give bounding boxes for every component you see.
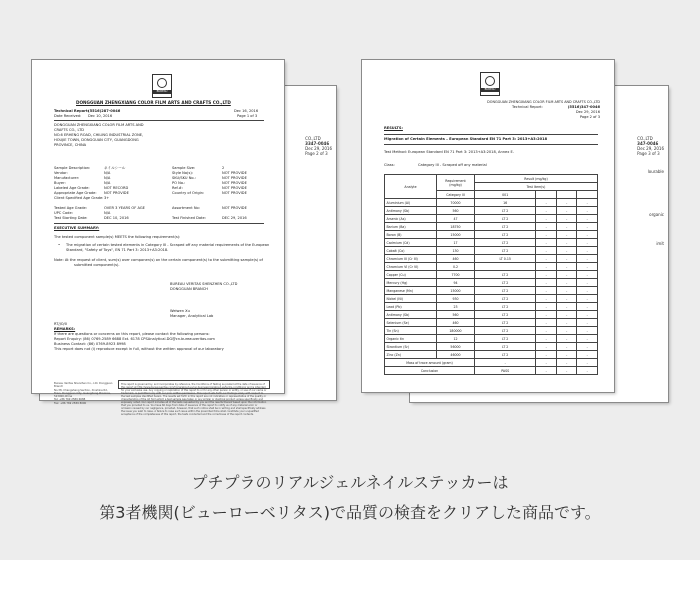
header-col-blank [577, 191, 598, 199]
requirement-cell: 15000 [437, 231, 475, 239]
table-cell: - [536, 247, 557, 255]
class-value: Category III - Scraped off any material [418, 163, 487, 167]
table-row [385, 319, 598, 327]
table-row [385, 263, 598, 271]
field-value: N/A [104, 171, 111, 175]
executive-summary-item: Standard, "Safety of Toys", EN 71 Part 3: 2013+A3:2018. [66, 248, 169, 252]
table-cell: - [556, 247, 577, 255]
table-cell: - [577, 367, 598, 375]
class-label: Class: [384, 163, 395, 167]
table-row [385, 271, 598, 279]
result-cell: LT 2 [475, 295, 536, 303]
table-cell: - [577, 215, 598, 223]
table-cell: - [556, 351, 577, 359]
received-date: Dec 10, 2016 [88, 114, 113, 118]
field-key: Appropriate Age Grade: [54, 191, 97, 195]
analyte-cell: Antimony (Sb) [385, 207, 437, 215]
analyte-cell: Nickel (Ni) [385, 295, 437, 303]
result-cell: LT 2 [475, 335, 536, 343]
table-cell: - [536, 231, 557, 239]
company-title: DONGGUAN ZHENGXIANG COLOR FILM ARTS AND CRAFTS CO.,LTD [76, 100, 231, 105]
table-cell: - [577, 271, 598, 279]
table-cell: - [556, 367, 577, 375]
table-cell: - [556, 215, 577, 223]
analyte-cell: Mercury (Hg) [385, 279, 437, 287]
table-row [385, 231, 598, 239]
mass-label: Mass of trace amount (gram) [385, 359, 475, 367]
analyte-cell: Cadmium (Cd) [385, 239, 437, 247]
bureau-veritas-logo [152, 74, 172, 98]
footer-line: Bureau Veritas Shenzhen Co., Ltd. Dongguan Branch [54, 382, 113, 389]
analyte-cell: Copper (Cu) [385, 271, 437, 279]
address-line: PROVINCE, CHINA [54, 143, 87, 147]
table-cell: - [556, 295, 577, 303]
table-row [385, 351, 598, 359]
field-key: Country of Origin: [172, 191, 205, 195]
field-value: NOT RECORD [104, 186, 129, 190]
remarks-text: Report Enquiry: (86) 0769-2589 6688 Ext. 6178 CPSAnalytical.DG@cn.bureauveritas.com [54, 337, 215, 341]
header-analyte: Analyte [385, 175, 437, 199]
remarks-text: Business Contact: (86) 0769-8923 8998 [54, 342, 126, 346]
requirement-cell: 70000 [437, 199, 475, 207]
results-rule [384, 134, 598, 135]
table-row [385, 207, 598, 215]
header-result: Result (mg/kg) [475, 175, 598, 183]
logo-band: BUREAU VERITAS [481, 88, 499, 92]
bureau-veritas-seal-icon [485, 76, 495, 86]
page-number: Page 1 of 3 [237, 114, 258, 118]
table-row [385, 295, 598, 303]
requirement-cell: 23 [437, 303, 475, 311]
field-value: DEC 29, 2016 [222, 216, 247, 220]
left-back-line: Dec 29, 2016 [305, 146, 332, 151]
analyte-cell: Lead (Pb) [385, 303, 437, 311]
table-cell: - [556, 279, 577, 287]
table-cell: - [556, 199, 577, 207]
table-cell: - [577, 295, 598, 303]
table-cell: - [536, 319, 557, 327]
table-cell: - [577, 263, 598, 271]
bureau-veritas-seal-icon [157, 78, 167, 88]
result-cell: LT 2 [475, 271, 536, 279]
left-back-line: CO.,LTD [305, 136, 321, 141]
executive-summary-item: The migration of certain tested elements in Category III - Scraped off any material requirements of the European [66, 243, 270, 247]
field-value: N/A [104, 211, 111, 215]
requirement-cell: 94 [437, 279, 475, 287]
field-key: UPC Code: [54, 211, 73, 215]
field-key: Test Starting Date: [54, 216, 88, 220]
table-row [385, 279, 598, 287]
field-key: PO No.: [172, 181, 186, 185]
remarks-code: RT/JO/0 [54, 322, 68, 326]
table-cell: - [536, 287, 557, 295]
table-cell: - [556, 287, 577, 295]
field-value: NOT PROVIDE [222, 206, 247, 210]
field-key: Buyer: [54, 181, 66, 185]
header-category: Category III [437, 191, 475, 199]
field-key: Assortment No: [172, 206, 200, 210]
table-cell: - [577, 359, 598, 367]
analyte-cell: Selenium (Se) [385, 319, 437, 327]
test-method: Test Method: European Standard EN 71 Part 3: 2013+A3:2018, Annex E. [384, 150, 514, 154]
requirement-cell: 47 [437, 215, 475, 223]
logo-band: BUREAU VERITAS [153, 90, 171, 94]
field-value: NOT PROVIDE [222, 186, 247, 190]
table-row [385, 311, 598, 319]
table-cell: - [556, 239, 577, 247]
fields-rule [54, 223, 264, 224]
table-cell: - [577, 335, 598, 343]
report-date: Dec 29, 2016 [575, 110, 600, 114]
address-line: DONGGUAN ZHENGXIANG COLOR FILM ARTS AND [54, 123, 144, 127]
table-cell: - [556, 263, 577, 271]
signing-company: DONGGUAN BRANCH [170, 287, 208, 291]
result-cell: LT 0.15 [475, 255, 536, 263]
table-cell: - [536, 223, 557, 231]
right-back-line: 347-0046 [637, 141, 659, 146]
remarks-title: REMARKS: [54, 327, 76, 331]
caption-line-2: 第3者機関(ビューローベリタス)で品質の検査をクリアした商品です。 [99, 503, 601, 522]
header-col-001: 001 [475, 191, 536, 199]
address-line: NO.6 ERHENG ROAD, CHILING INDUSTRIAL ZONE, [54, 133, 144, 137]
table-cell: - [577, 231, 598, 239]
table-cell: - [536, 351, 557, 359]
requirement-cell: 0.2 [437, 263, 475, 271]
bullet-icon: • [58, 243, 61, 247]
field-key: Test Finished Date: [172, 216, 206, 220]
result-cell: LT 2 [475, 231, 536, 239]
analyte-cell: Chromium III (Cr III) [385, 255, 437, 263]
analyte-cell: Antimony (Sb) [385, 311, 437, 319]
table-row [385, 215, 598, 223]
table-cell: - [556, 231, 577, 239]
terms-box: This report is governed by, and incorporates by reference, the Conditions of Testing as posted at the date of issuance of this report at http://www.bureauveritas.com/home/about-us/our-business/cps/about-us/terms-conditions/ and is intended for your exclusive use. Any copying or replication of this report to or for any other person or entity, or use of our name or trademark, is permitted only with our prior written permission. This report sets forth our findings solely with respect to the test samples identified herein. The results set forth in this report are not indicative or representative of the quality or characteristics of the lot from which a test sample was taken or any similar or identical product unless specifically and expressly noted. Our report includes all of the tests requested by you and the results thereof based upon the information that you provided to us. You have 60 days from date of issuance of this report to notify us of any material error or omission caused by our negligence, provided, however, that such notice shall be in writing and shall specifically address the issue you wish to raise. A failure to raise such issue within the prescribed time shall constitute your unqualified acceptance of the completeness of this report, the tests conducted and the correctness of the report contents. [118, 380, 270, 389]
table-row [385, 327, 598, 335]
table-cell: - [536, 199, 557, 207]
table-cell: - [556, 343, 577, 351]
table-cell: - [536, 255, 557, 263]
field-key: Sample Size: [172, 166, 196, 170]
table-cell: - [577, 199, 598, 207]
remarks-text: If there are questions or concerns on this report, please contact the following persons: [54, 332, 210, 336]
page-number: Page 2 of 3 [579, 115, 600, 119]
field-value: 3+ [104, 196, 110, 200]
field-key: Tested Age Grade: [54, 206, 87, 210]
table-cell: - [536, 263, 557, 271]
table-cell: - [577, 343, 598, 351]
result-cell [475, 263, 536, 271]
right-back-note: organic [649, 212, 664, 217]
footer-line: Tel: +86 769 2589 6688 [54, 398, 86, 402]
signing-company: BUREAU VERITAS SHENZHEN CO.,LTD [170, 282, 238, 286]
table-cell: - [556, 335, 577, 343]
analyte-cell: Arsenic (As) [385, 215, 437, 223]
conclusion-row [385, 367, 598, 375]
table-cell: - [536, 311, 557, 319]
field-value: N/A [104, 176, 111, 180]
table-cell: - [536, 207, 557, 215]
right-back-note: lourable [647, 169, 664, 174]
left-back-header [305, 136, 332, 156]
table-body [385, 199, 598, 359]
footer-line: No.38, Changsheng Section, Xinshine Rd, [54, 388, 108, 392]
table-cell: - [577, 255, 598, 263]
requirement-cell: 560 [437, 207, 475, 215]
table-cell: - [556, 207, 577, 215]
report-number: (5516)287-0046 [88, 109, 121, 113]
table-cell: - [556, 303, 577, 311]
table-cell: - [577, 327, 598, 335]
field-value: ネイルシール [104, 166, 126, 170]
field-value: NOT PROVIDE [222, 191, 247, 195]
table-cell: - [577, 319, 598, 327]
analyte-cell: Chromium VI (Cr VI) [385, 263, 437, 271]
results-rule [384, 144, 598, 145]
report-label: Technical Report: [512, 105, 543, 109]
result-cell: LT 2 [475, 303, 536, 311]
table-cell: - [556, 223, 577, 231]
executive-summary-title: EXECUTIVE SUMMARY: [54, 226, 100, 230]
signer-name: Weiwen Xu [170, 309, 190, 313]
field-key: Vendor: [54, 171, 68, 175]
table-cell: - [536, 271, 557, 279]
analyte-cell: Barium (Ba) [385, 223, 437, 231]
table-cell: - [556, 319, 577, 327]
mass-row [385, 359, 598, 367]
analyte-cell: Boron (B) [385, 231, 437, 239]
table-cell: - [536, 303, 557, 311]
note-text: submitted component(s). [74, 263, 120, 267]
table-cell: - [536, 327, 557, 335]
field-key: Client Specified Age Grade: [54, 196, 104, 200]
table-cell: - [577, 351, 598, 359]
table-cell: - [577, 223, 598, 231]
result-cell: LT 2 [475, 223, 536, 231]
requirement-cell: 180000 [437, 327, 475, 335]
field-value: NOT PROVIDE [222, 171, 247, 175]
result-cell: LT 2 [475, 319, 536, 327]
mass-value: - [475, 359, 536, 367]
right-back-note: imit [656, 241, 664, 246]
footer-address [54, 382, 114, 405]
right-back-line: Dec 29, 2016 [637, 146, 664, 151]
table-cell: - [577, 239, 598, 247]
table-cell: - [577, 247, 598, 255]
table-cell: - [536, 367, 557, 375]
analyte-cell: Aluminium (Al) [385, 199, 437, 207]
table-cell: - [577, 287, 598, 295]
requirement-cell: 460 [437, 255, 475, 263]
field-key: Ref.#: [172, 186, 183, 190]
analyte-cell: Strontium (Sr) [385, 343, 437, 351]
table-cell: - [556, 359, 577, 367]
table-cell: - [577, 303, 598, 311]
table-row [385, 247, 598, 255]
result-cell: LT 2 [475, 279, 536, 287]
field-value: NOT PROVIDE [222, 181, 247, 185]
bureau-veritas-logo [480, 72, 500, 96]
analyte-cell: Zinc (Zn) [385, 351, 437, 359]
field-key: Style No(s): [172, 171, 193, 175]
table-cell: - [536, 279, 557, 287]
requirement-cell: 12 [437, 335, 475, 343]
result-cell: LT 2 [475, 343, 536, 351]
table-cell: - [577, 311, 598, 319]
field-value: DEC 10, 2016 [104, 216, 129, 220]
address-line: HOUJIE TOWN, DONGGUAN CITY, GUANGDONG [54, 138, 139, 142]
table-row [385, 303, 598, 311]
header-rule [54, 120, 264, 121]
requirement-cell: 17 [437, 239, 475, 247]
field-value: NOT PROVIDE [222, 176, 247, 180]
requirement-cell: 56000 [437, 343, 475, 351]
header-requirement: Requirement (mg/kg) [437, 175, 475, 191]
field-value: 2 [222, 166, 225, 170]
table-cell: - [536, 295, 557, 303]
note-text: Note: At the request of client, sum(s) over componen(s) on the certain component(s) to the submitting sample(s) of [54, 258, 263, 262]
result-cell: LT 2 [475, 215, 536, 223]
left-back-line: 3347-0046 [305, 141, 330, 146]
footer-line: Town, Dongguan City, Guangdong Province, [54, 391, 111, 395]
table-row [385, 287, 598, 295]
table-cell: - [536, 335, 557, 343]
conclusion-label: Conclusion [385, 367, 475, 375]
field-key: Sample Description: [54, 166, 91, 170]
right-report-page [362, 60, 614, 392]
table-cell: - [536, 215, 557, 223]
requirement-cell: 46000 [437, 351, 475, 359]
footer-line: 523000,China [54, 395, 73, 399]
remarks-text: This report does not (i) reproduce except in full, without the written approval of our laboratory [54, 347, 224, 351]
table-header-row [385, 175, 598, 183]
table-cell: - [536, 343, 557, 351]
field-value: OVER 3 YEARS OF AGE [104, 206, 145, 210]
result-cell: LT 2 [475, 207, 536, 215]
analyte-cell: Organic tin [385, 335, 437, 343]
table-cell: - [536, 239, 557, 247]
header-col-blank [536, 191, 557, 199]
received-label: Date Received: [54, 114, 82, 118]
report-label: Technical Report: [54, 109, 90, 113]
requirement-cell: 560 [437, 311, 475, 319]
table-cell: - [577, 207, 598, 215]
left-back-line: Page 2 of 3 [305, 151, 328, 156]
requirement-cell: 130 [437, 247, 475, 255]
requirement-cell: 460 [437, 319, 475, 327]
result-cell: LT 2 [475, 327, 536, 335]
field-key: Labeled Age Grade: [54, 186, 90, 190]
signer-title: Manager, Analytical Lab [170, 314, 214, 318]
result-cell: LT 2 [475, 287, 536, 295]
caption-line-1: プチプラのリアルジェルネイルステッカーは [191, 473, 509, 492]
left-report-page [32, 60, 284, 416]
result-cell: LT 2 [475, 247, 536, 255]
table-row [385, 335, 598, 343]
results-title: RESULTS: [384, 126, 403, 130]
result-cell: LT 2 [475, 351, 536, 359]
result-cell: 16 [475, 199, 536, 207]
analyte-cell: Cobalt (Co) [385, 247, 437, 255]
requirement-cell: 15000 [437, 287, 475, 295]
right-back-header [637, 136, 664, 156]
report-date: Dec 16, 2016 [234, 109, 259, 113]
migration-title: Migration of Certain Elements – European Standard EN 71 Part 3: 2013+A3:2018 [384, 137, 548, 141]
table-cell: - [556, 255, 577, 263]
table-row [385, 199, 598, 207]
report-number: (5516)347-0046 [567, 105, 600, 109]
address-line: CRAFTS CO., LTD [54, 128, 85, 132]
table-cell: - [536, 359, 557, 367]
analyte-cell: Manganese (Mn) [385, 287, 437, 295]
result-cell: LT 2 [475, 239, 536, 247]
footer-line: Fax: +86 769 2589 8000 [54, 401, 87, 405]
field-key: Manufacturer: [54, 176, 80, 180]
field-value: NOT PROVIDE [104, 191, 129, 195]
requirement-cell: 930 [437, 295, 475, 303]
table-cell: - [556, 327, 577, 335]
header-test-items: Test Item(s) [475, 183, 598, 191]
requirement-cell: 18750 [437, 223, 475, 231]
table-cell: - [577, 279, 598, 287]
requirement-cell: 7700 [437, 271, 475, 279]
table-row [385, 223, 598, 231]
table-row [385, 343, 598, 351]
right-back-line: CO.,LTD [637, 136, 653, 141]
table-row [385, 239, 598, 247]
table-cell: - [556, 271, 577, 279]
field-value: N/A [104, 181, 111, 185]
right-back-line: Page 3 of 3 [637, 151, 660, 156]
conclusion-value: PASS [475, 367, 536, 375]
header-col-blank [556, 191, 577, 199]
result-cell: LT 2 [475, 311, 536, 319]
company-title: DONGGUAN ZHENGXIANG COLOR FILM ARTS AND CRAFTS CO.,LTD [487, 100, 600, 104]
results-table [384, 174, 598, 375]
table-row [385, 255, 598, 263]
field-key: SKU/SKU No.: [172, 176, 196, 180]
table-cell: - [556, 311, 577, 319]
analyte-cell: Tin (Sn) [385, 327, 437, 335]
executive-summary-intro: The tested component sample(s) MEETS the following requirement(s): [54, 235, 181, 239]
